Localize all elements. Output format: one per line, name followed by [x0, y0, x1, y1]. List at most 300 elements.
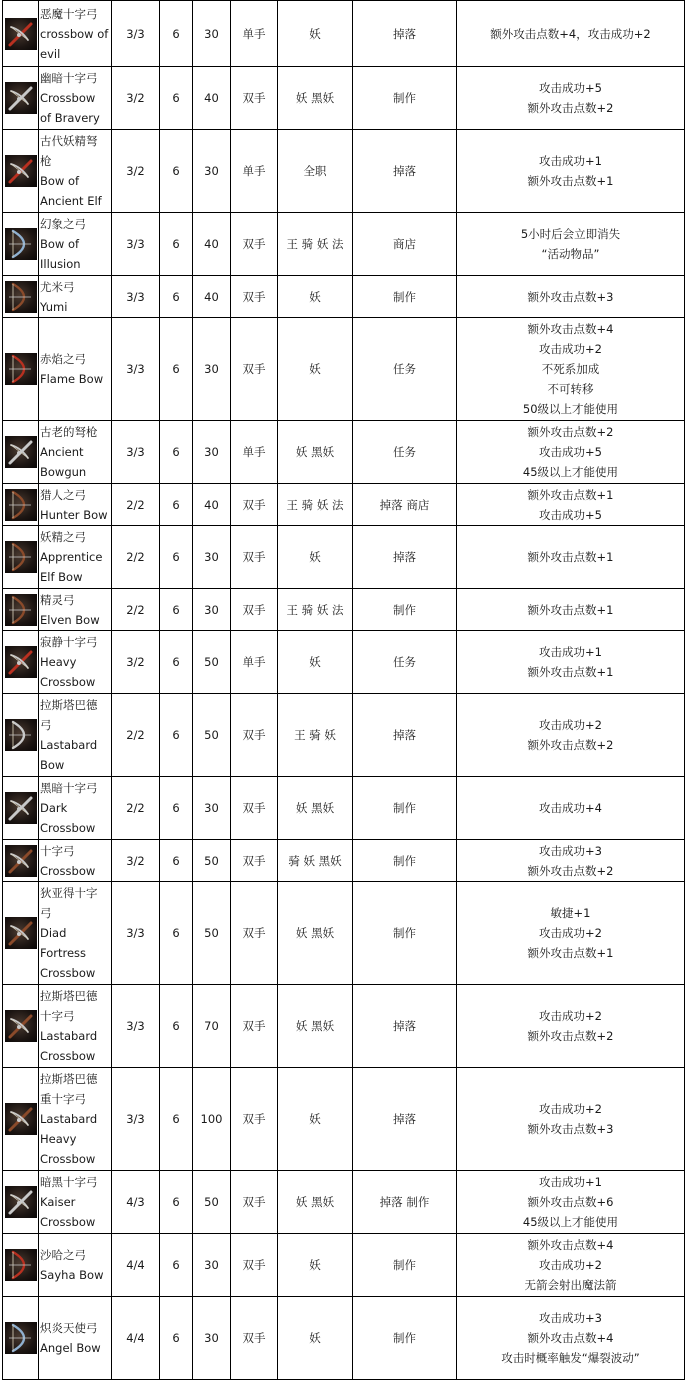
effect-line: 额外攻击点数+1: [527, 550, 614, 564]
item-name-line: Crossbow: [40, 1215, 96, 1229]
bow-icon: [5, 1322, 37, 1354]
effect-line: 攻击成功+2: [539, 342, 602, 356]
effects-cell: [457, 67, 685, 130]
effect-line: 额外攻击点数+1: [527, 174, 614, 188]
item-name-line: Bow: [40, 758, 65, 772]
bow-icon: [5, 281, 37, 313]
hands-cell: 双手: [231, 882, 278, 985]
effects-cell: [457, 1297, 685, 1380]
hands-cell: 单手: [231, 631, 278, 694]
bow-icon: [5, 541, 37, 573]
item-name-cell: [39, 526, 112, 589]
weight-cell: 50: [193, 840, 231, 882]
classes-cell: 妖: [278, 631, 353, 694]
table-row: [3, 631, 685, 694]
effect-line: 攻击成功+2: [539, 718, 602, 732]
weight-cell: 30: [193, 1, 231, 67]
item-name-line: Kaiser: [40, 1195, 76, 1209]
effect-line: 额外攻击点数+6: [527, 1195, 614, 1209]
item-name-cell: [39, 631, 112, 694]
classes-cell: 王 骑 妖: [278, 694, 353, 777]
effect-line: 额外攻击点数+3: [527, 289, 614, 304]
weight-cell: 40: [193, 213, 231, 276]
effect-line: 攻击成功+5: [539, 445, 602, 459]
weight-cell: 50: [193, 882, 231, 985]
table-row: [3, 526, 685, 589]
source-cell: 掉落: [353, 526, 457, 589]
effect-line: 额外攻击点数+4: [527, 1331, 614, 1345]
effect-line: 额外攻击点数+4: [527, 322, 614, 336]
source-cell: 掉落: [353, 1068, 457, 1171]
hands-cell: 双手: [231, 67, 278, 130]
range-cell: 6: [160, 589, 193, 631]
classes-cell: 全职: [278, 130, 353, 213]
item-name-line: 古老的弩枪: [40, 425, 98, 439]
hands-cell: 单手: [231, 421, 278, 484]
hands-cell: 双手: [231, 694, 278, 777]
effects-cell: [457, 526, 685, 589]
item-name-line: Elf Bow: [40, 570, 83, 584]
item-name-line: 暗黑十字弓: [40, 1175, 98, 1189]
crossbow-icon: [5, 792, 37, 824]
classes-cell: 妖 黑妖: [278, 67, 353, 130]
item-name-line: 沙哈之弓: [40, 1248, 86, 1262]
crossbow-icon: [5, 18, 37, 50]
source-cell: 制作: [353, 882, 457, 985]
stage-cell: 3/3: [112, 1068, 160, 1171]
weight-cell: 70: [193, 985, 231, 1068]
effects-cell: [457, 421, 685, 484]
item-name-cell: [39, 985, 112, 1068]
icon-cell: [3, 882, 39, 985]
range-cell: 6: [160, 1234, 193, 1297]
item-name-line: 弓: [40, 718, 52, 732]
table-row: [3, 694, 685, 777]
item-name-line: Flame Bow: [40, 372, 104, 386]
effects-cell: [457, 985, 685, 1068]
source-cell: 掉落: [353, 130, 457, 213]
item-name-line: 拉斯塔巴德: [40, 989, 98, 1003]
effect-line: 攻击成功+4: [539, 801, 602, 815]
weight-cell: 30: [193, 1234, 231, 1297]
item-name-line: Crossbow: [40, 1152, 96, 1166]
range-cell: 6: [160, 421, 193, 484]
table-row: [3, 67, 685, 130]
hands-cell: 双手: [231, 840, 278, 882]
icon-cell: [3, 130, 39, 213]
range-cell: 6: [160, 130, 193, 213]
table-row: [3, 882, 685, 985]
item-name-line: Heavy: [40, 1132, 77, 1146]
stage-cell: 3/2: [112, 130, 160, 213]
source-cell: 任务: [353, 318, 457, 421]
item-name-cell: [39, 1234, 112, 1297]
item-name-line: 尤米弓: [40, 279, 75, 294]
hands-cell: 双手: [231, 1171, 278, 1234]
item-name-line: Fortress: [40, 946, 87, 960]
icon-cell: [3, 1297, 39, 1380]
effect-line: 45级以上才能使用: [522, 465, 619, 479]
stage-cell: 4/4: [112, 1297, 160, 1380]
item-name-line: Bow of: [40, 237, 80, 251]
effects-cell: [457, 1171, 685, 1234]
source-cell: 掉落: [353, 985, 457, 1068]
item-name-line: Lastabard: [40, 1112, 98, 1126]
classes-cell: 妖 黑妖: [278, 1171, 353, 1234]
weight-cell: 30: [193, 318, 231, 421]
icon-cell: [3, 1068, 39, 1171]
effect-line: 攻击成功+3: [539, 843, 602, 858]
classes-cell: 妖: [278, 276, 353, 318]
item-name-line: crossbow of: [40, 26, 109, 41]
hands-cell: 双手: [231, 1234, 278, 1297]
weapon-table: [2, 0, 685, 1380]
crossbow-icon: [5, 436, 37, 468]
classes-cell: 骑 妖 黑妖: [278, 840, 353, 882]
range-cell: 6: [160, 276, 193, 318]
icon-cell: [3, 484, 39, 526]
item-name-cell: [39, 589, 112, 631]
effect-line: 攻击成功+1: [539, 154, 602, 168]
item-name-cell: [39, 1297, 112, 1380]
item-name-line: 拉斯塔巴德: [40, 1072, 98, 1086]
item-name-line: Elven Bow: [40, 612, 100, 627]
icon-cell: [3, 1234, 39, 1297]
bow-icon: [5, 1249, 37, 1281]
effects-cell: [457, 777, 685, 840]
item-name-line: Lastabard: [40, 738, 98, 752]
hands-cell: 双手: [231, 985, 278, 1068]
item-name-line: Ancient: [40, 445, 84, 459]
icon-cell: [3, 589, 39, 631]
weight-cell: 50: [193, 694, 231, 777]
effect-line: 攻击成功+5: [539, 507, 602, 522]
stage-cell: 3/3: [112, 276, 160, 318]
bow-icon: [5, 719, 37, 751]
item-name-cell: [39, 421, 112, 484]
range-cell: 6: [160, 526, 193, 589]
classes-cell: 王 骑 妖 法: [278, 484, 353, 526]
item-name-line: 古代妖精弩: [40, 134, 98, 148]
weight-cell: 50: [193, 631, 231, 694]
hands-cell: 单手: [231, 130, 278, 213]
icon-cell: [3, 67, 39, 130]
item-name-cell: [39, 213, 112, 276]
weight-cell: 30: [193, 421, 231, 484]
effects-cell: [457, 276, 685, 318]
hands-cell: 双手: [231, 589, 278, 631]
item-name-line: Bow of: [40, 174, 80, 188]
stage-cell: 2/2: [112, 777, 160, 840]
effect-line: 额外攻击点数+2: [527, 101, 614, 115]
range-cell: 6: [160, 1297, 193, 1380]
effect-line: 45级以上才能使用: [522, 1215, 619, 1229]
bow-icon: [5, 353, 37, 385]
effect-line: 攻击成功+2: [539, 926, 602, 940]
icon-cell: [3, 694, 39, 777]
table-row: [3, 1171, 685, 1234]
item-name-line: Crossbow: [40, 966, 96, 980]
classes-cell: 王 骑 妖 法: [278, 213, 353, 276]
item-name-cell: [39, 1171, 112, 1234]
table-row: [3, 1, 685, 67]
range-cell: 6: [160, 777, 193, 840]
weight-cell: 30: [193, 589, 231, 631]
item-name-line: 重十字弓: [40, 1092, 86, 1106]
weight-cell: 30: [193, 526, 231, 589]
crossbow-icon: [5, 917, 37, 949]
classes-cell: 妖: [278, 318, 353, 421]
classes-cell: 王 骑 妖 法: [278, 589, 353, 631]
icon-cell: [3, 318, 39, 421]
effects-cell: [457, 484, 685, 526]
item-name-line: evil: [40, 46, 61, 61]
item-name-cell: [39, 1, 112, 67]
range-cell: 6: [160, 1068, 193, 1171]
weight-cell: 40: [193, 484, 231, 526]
classes-cell: 妖 黑妖: [278, 777, 353, 840]
stage-cell: 3/3: [112, 318, 160, 421]
effects-cell: [457, 1234, 685, 1297]
table-body: [3, 1, 685, 1380]
item-name-line: 十字弓: [40, 843, 75, 858]
effect-line: “活动物品”: [541, 247, 600, 261]
item-name-line: of Bravery: [40, 111, 100, 125]
stage-cell: 3/3: [112, 1, 160, 67]
hands-cell: 单手: [231, 1, 278, 67]
stage-cell: 2/2: [112, 484, 160, 526]
bow-icon: [5, 228, 37, 260]
table-row: [3, 589, 685, 631]
effects-cell: [457, 130, 685, 213]
effect-line: 攻击成功+5: [539, 81, 602, 95]
item-name-cell: [39, 130, 112, 213]
item-name-cell: [39, 840, 112, 882]
crossbow-icon: [5, 1103, 37, 1135]
effects-cell: [457, 840, 685, 882]
weight-cell: 100: [193, 1068, 231, 1171]
effect-line: 攻击成功+2: [539, 1102, 602, 1116]
effects-cell: [457, 882, 685, 985]
effect-line: 攻击成功+1: [539, 1175, 602, 1189]
icon-cell: [3, 631, 39, 694]
source-cell: 商店: [353, 213, 457, 276]
range-cell: 6: [160, 631, 193, 694]
classes-cell: 妖: [278, 526, 353, 589]
item-name-cell: [39, 694, 112, 777]
item-name-cell: [39, 276, 112, 318]
source-cell: 掉落: [353, 1, 457, 67]
source-cell: 制作: [353, 67, 457, 130]
effect-line: 额外攻击点数+1: [527, 602, 614, 617]
effect-line: 额外攻击点数+2: [527, 425, 614, 439]
effect-line: 攻击成功+2: [539, 1258, 602, 1272]
effect-line: 攻击时概率触发“爆裂波动”: [501, 1351, 640, 1365]
stage-cell: 3/2: [112, 631, 160, 694]
hands-cell: 双手: [231, 1068, 278, 1171]
weight-cell: 50: [193, 1171, 231, 1234]
effect-line: 敏捷+1: [550, 906, 591, 920]
bow-icon: [5, 594, 37, 626]
table-row: [3, 985, 685, 1068]
table-row: [3, 1234, 685, 1297]
source-cell: 掉落 制作: [353, 1171, 457, 1234]
icon-cell: [3, 276, 39, 318]
item-name-line: Dark: [40, 801, 68, 815]
effects-cell: [457, 318, 685, 421]
table-row: [3, 421, 685, 484]
effect-line: 50级以上才能使用: [522, 402, 619, 416]
source-cell: 制作: [353, 840, 457, 882]
item-name-line: 枪: [40, 154, 52, 168]
crossbow-icon: [5, 1186, 37, 1218]
effect-line: 额外攻击点数+2: [527, 1029, 614, 1043]
item-name-line: 幽暗十字弓: [40, 71, 98, 85]
range-cell: 6: [160, 882, 193, 985]
crossbow-icon: [5, 646, 37, 678]
icon-cell: [3, 421, 39, 484]
crossbow-icon: [5, 155, 37, 187]
item-name-line: 猎人之弓: [40, 487, 86, 502]
hands-cell: 双手: [231, 318, 278, 421]
effect-line: 不死系加成: [541, 362, 600, 376]
item-name-line: 拉斯塔巴德: [40, 698, 98, 712]
item-name-line: Lastabard: [40, 1029, 98, 1043]
crossbow-icon: [5, 1010, 37, 1042]
item-name-line: 赤焰之弓: [40, 352, 86, 366]
icon-cell: [3, 213, 39, 276]
classes-cell: 妖 黑妖: [278, 882, 353, 985]
icon-cell: [3, 1, 39, 67]
item-name-cell: [39, 484, 112, 526]
range-cell: 6: [160, 840, 193, 882]
range-cell: 6: [160, 985, 193, 1068]
effect-line: 额外攻击点数+2: [527, 738, 614, 752]
table-row: [3, 840, 685, 882]
item-name-line: Crossbow: [40, 91, 96, 105]
classes-cell: 妖: [278, 1234, 353, 1297]
weight-cell: 30: [193, 1297, 231, 1380]
effects-cell: [457, 631, 685, 694]
source-cell: 任务: [353, 421, 457, 484]
classes-cell: 妖: [278, 1297, 353, 1380]
effects-cell: [457, 213, 685, 276]
effect-line: 5小时后会立即消失: [520, 227, 621, 241]
range-cell: 6: [160, 67, 193, 130]
stage-cell: 2/2: [112, 694, 160, 777]
item-name-line: 弓: [40, 906, 52, 920]
table-row: [3, 1068, 685, 1171]
effect-line: 额外攻击点数+4: [527, 1238, 614, 1252]
effect-line: 额外攻击点数+3: [527, 1122, 614, 1136]
item-name-line: Angel Bow: [40, 1341, 101, 1355]
effects-cell: [457, 589, 685, 631]
range-cell: 6: [160, 484, 193, 526]
item-name-line: Bowgun: [40, 465, 87, 479]
stage-cell: 3/2: [112, 840, 160, 882]
stage-cell: 2/2: [112, 589, 160, 631]
item-name-cell: [39, 777, 112, 840]
effect-line: 额外攻击点数+2: [527, 863, 614, 878]
source-cell: 制作: [353, 589, 457, 631]
classes-cell: 妖 黑妖: [278, 985, 353, 1068]
icon-cell: [3, 526, 39, 589]
effect-line: 额外攻击点数+1: [527, 487, 614, 502]
range-cell: 6: [160, 1171, 193, 1234]
effects-cell: [457, 694, 685, 777]
hands-cell: 双手: [231, 526, 278, 589]
source-cell: 掉落 商店: [353, 484, 457, 526]
table-row: [3, 276, 685, 318]
item-name-line: Illusion: [40, 257, 81, 271]
stage-cell: 4/3: [112, 1171, 160, 1234]
source-cell: 掉落: [353, 694, 457, 777]
source-cell: 制作: [353, 1234, 457, 1297]
item-name-line: 黑暗十字弓: [40, 781, 98, 795]
table-row: [3, 130, 685, 213]
classes-cell: 妖: [278, 1068, 353, 1171]
item-name-line: Crossbow: [40, 675, 96, 689]
stage-cell: 4/4: [112, 1234, 160, 1297]
item-name-line: Ancient Elf: [40, 194, 102, 208]
hands-cell: 双手: [231, 1297, 278, 1380]
crossbow-icon: [5, 845, 37, 877]
effect-line: 不可转移: [547, 382, 594, 396]
effects-cell: [457, 1, 685, 67]
item-name-line: 恶魔十字弓: [40, 6, 98, 21]
range-cell: 6: [160, 694, 193, 777]
effect-line: 无箭会射出魔法箭: [524, 1278, 617, 1292]
item-name-line: Diad: [40, 926, 67, 940]
table-row: [3, 213, 685, 276]
item-name-line: Crossbow: [40, 1049, 96, 1063]
effect-line: 攻击成功+1: [539, 645, 602, 659]
icon-cell: [3, 840, 39, 882]
item-name-cell: [39, 67, 112, 130]
item-name-line: Yumi: [40, 299, 68, 314]
effects-cell: [457, 1068, 685, 1171]
stage-cell: 3/3: [112, 985, 160, 1068]
crossbow-icon: [5, 82, 37, 114]
range-cell: 6: [160, 213, 193, 276]
stage-cell: 3/3: [112, 421, 160, 484]
item-name-line: 幻象之弓: [40, 217, 86, 231]
item-name-line: Crossbow: [40, 863, 96, 878]
item-name-line: 狄亚得十字: [40, 886, 98, 900]
source-cell: 制作: [353, 1297, 457, 1380]
source-cell: 制作: [353, 276, 457, 318]
item-name-line: 精灵弓: [40, 592, 75, 607]
stage-cell: 3/3: [112, 882, 160, 985]
effect-line: 额外攻击点数+1: [527, 665, 614, 679]
icon-cell: [3, 985, 39, 1068]
hands-cell: 双手: [231, 484, 278, 526]
item-name-cell: [39, 318, 112, 421]
item-name-line: 炽炎天使弓: [40, 1321, 98, 1335]
item-name-line: 寂静十字弓: [40, 635, 98, 649]
item-name-cell: [39, 882, 112, 985]
table-row: [3, 318, 685, 421]
effect-line: 攻击成功+2: [539, 1009, 602, 1023]
hands-cell: 双手: [231, 777, 278, 840]
classes-cell: 妖: [278, 1, 353, 67]
table-row: [3, 777, 685, 840]
source-cell: 制作: [353, 777, 457, 840]
item-name-line: 妖精之弓: [40, 530, 86, 544]
source-cell: 任务: [353, 631, 457, 694]
stage-cell: 2/2: [112, 526, 160, 589]
effect-line: 额外攻击点数+1: [527, 946, 614, 960]
